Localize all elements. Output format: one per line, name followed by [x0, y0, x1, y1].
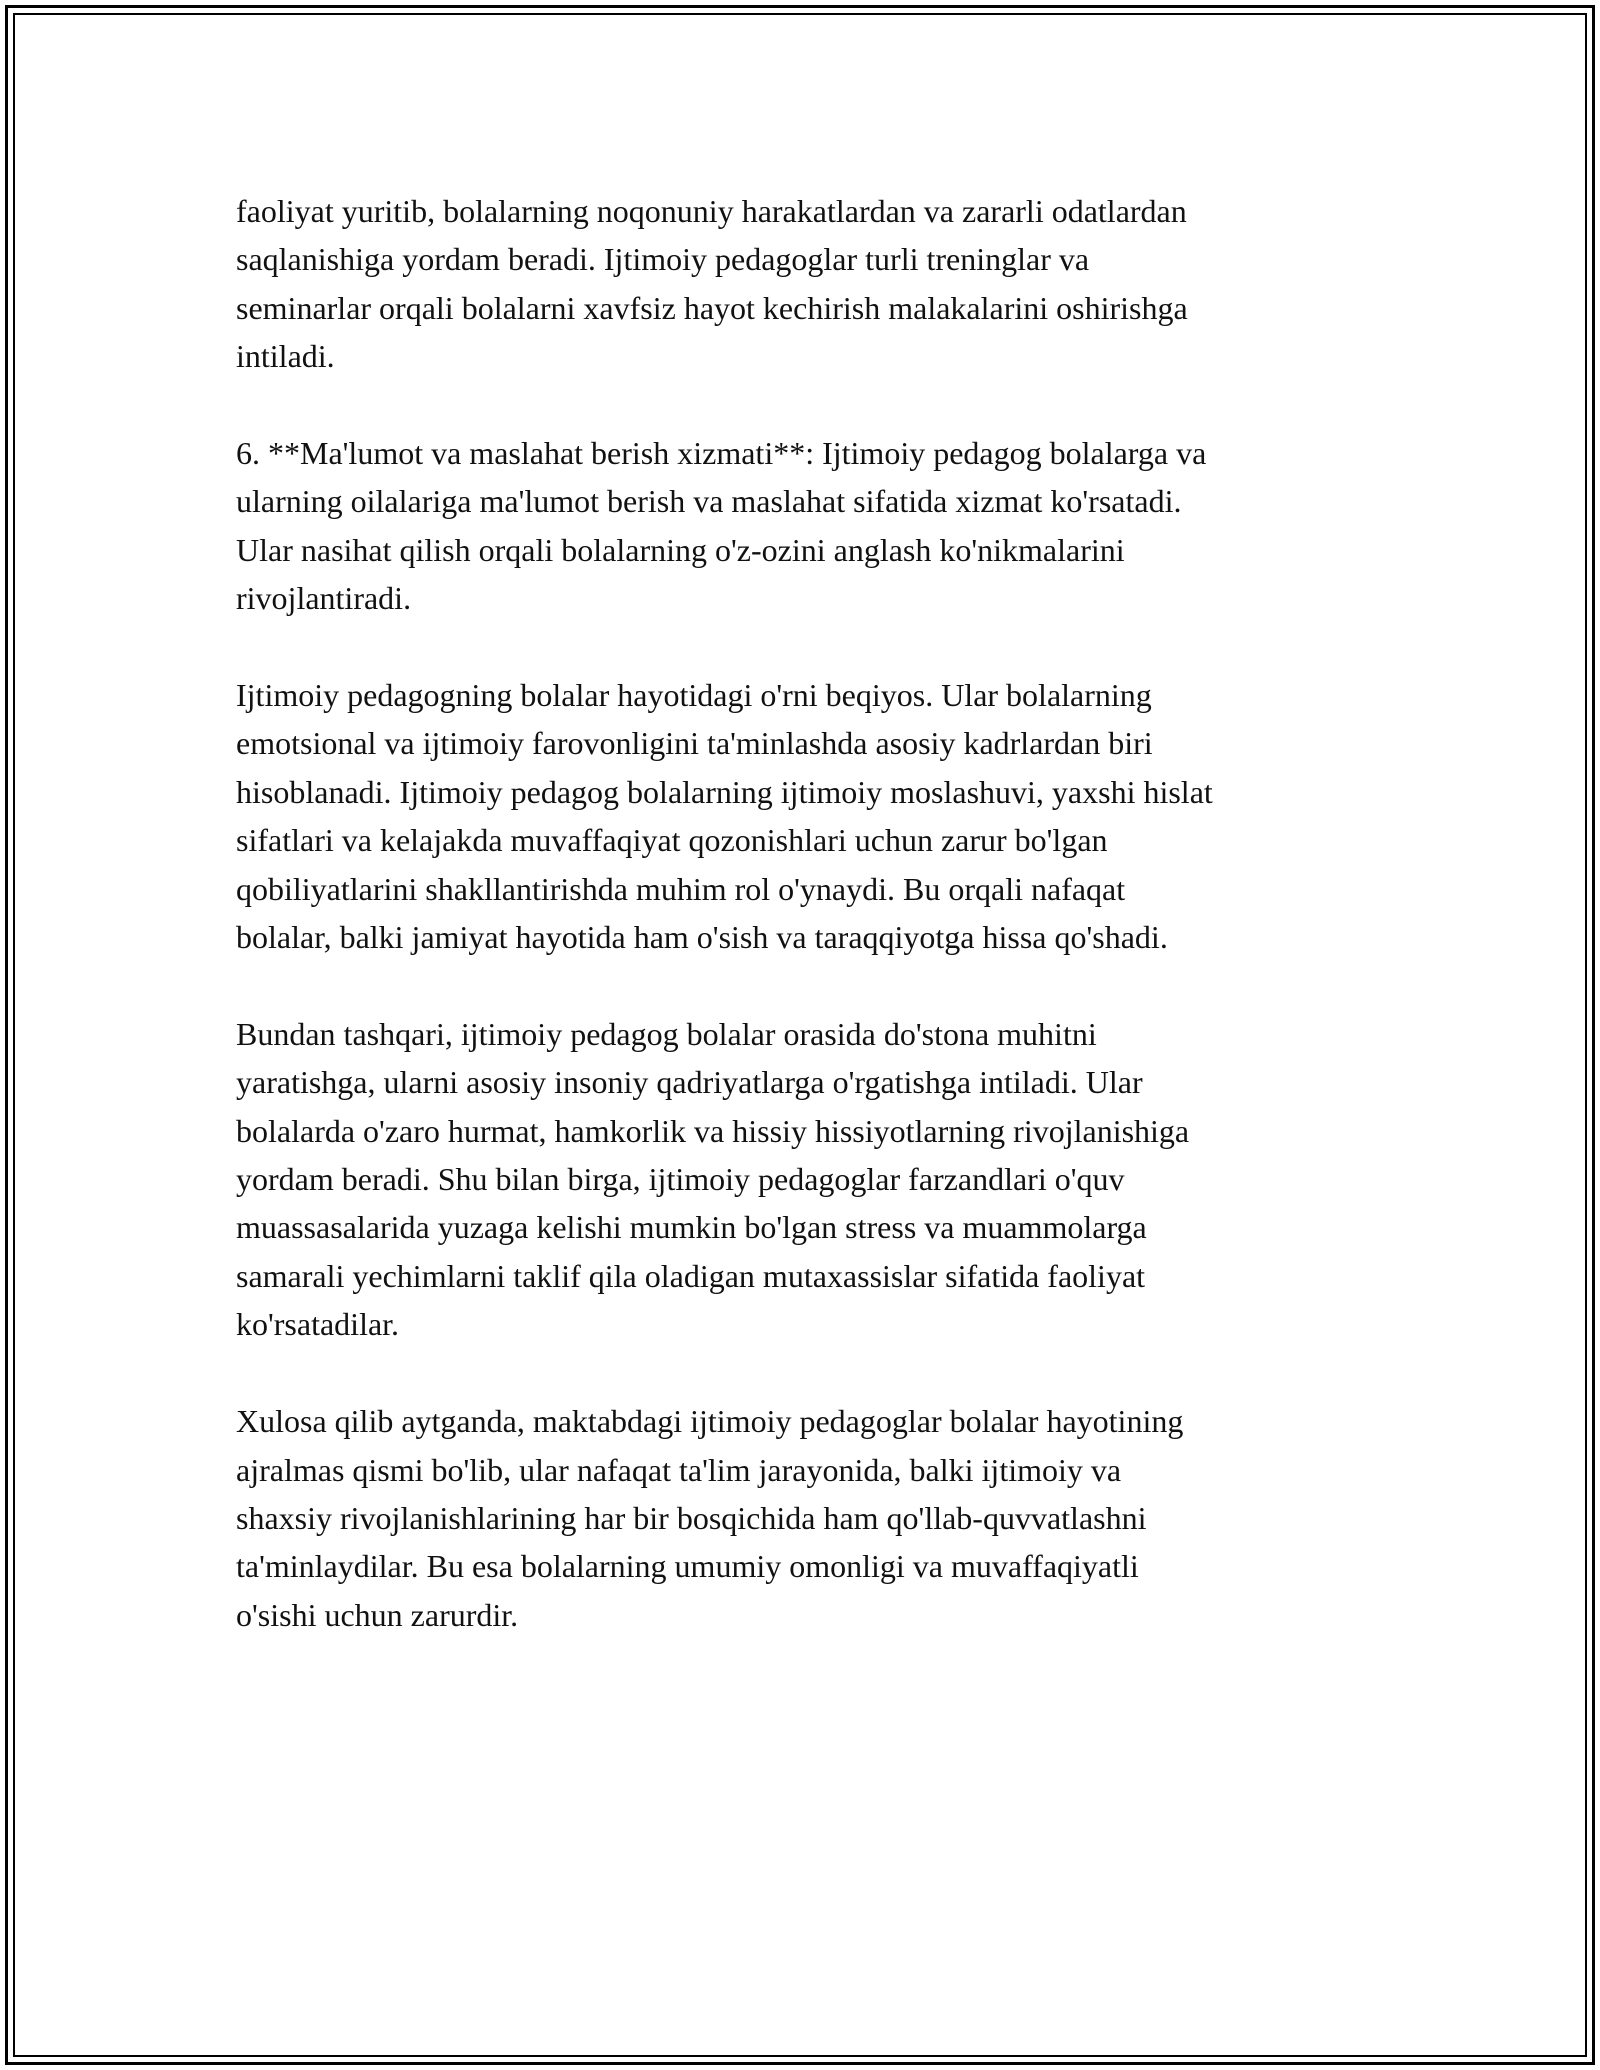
paragraph-1: faoliyat yuritib, bolalarning noqonuniy harakatlardan va zararli odatlardan saqlanishiga yordam beradi. Ijtimoiy pedagoglar turli treninglar va seminarlar orqali bolalarni xavfsiz hayot kechirish malakalarini oshirishga intiladi. — [236, 193, 1188, 375]
paragraph-5: Xulosa qilib aytganda, maktabdagi ijtimoiy pedagoglar bolalar hayotining ajralmas qismi bo'lib, ular nafaqat ta'lim jarayonida, balki ijtimoiy va shaxsiy rivojlanishlarining har bir bosqichida ham qo'llab-quvvatlashni ta'minlaydilar. Bu esa bolalarning umumiy omonligi va muvaffaqiyatli o'sishi uchun zarurdir. — [236, 1403, 1184, 1633]
document-body — [236, 187, 1366, 1688]
paragraph-3: Ijtimoiy pedagogning bolalar hayotidagi o'rni beqiyos. Ular bolalarning emotsional va ijtimoiy farovonligini ta'minlashda asosiy kadrlardan biri hisoblanadi. Ijtimoiy pedagog bolalarning ijtimoiy moslashuvi, yaxshi hislat sifatlari va kelajakda muvaffaqiyat qozonishlari uchun zarur bo'lgan qobiliyatlarini shakllantirishda muhim rol o'ynaydi. Bu orqali nafaqat bolalar, balki jamiyat hayotida ham o'sish va taraqqiyotga hissa qo'shadi. — [236, 677, 1213, 956]
paragraph-2: 6. **Ma'lumot va maslahat berish xizmati**: Ijtimoiy pedagog bolalarga va ularning oilalariga ma'lumot berish va maslahat sifatida xizmat ko'rsatadi. Ular nasihat qilish orqali bolalarning o'z-ozini anglash ko'nikmalarini rivojlantiradi. — [236, 435, 1207, 617]
paragraph-4: Bundan tashqari, ijtimoiy pedagog bolalar orasida do'stona muhitni yaratishga, ularni asosiy insoniy qadriyatlarga o'rgatishga intiladi. Ular bolalarda o'zaro hurmat, hamkorlik va hissiy hissiyotlarning rivojlanishiga yordam beradi. Shu bilan birga, ijtimoiy pedagoglar farzandlari o'quv muassasalarida yuzaga kelishi mumkin bo'lgan stress va muammolarga samarali yechimlarni taklif qila oladigan mutaxassislar sifatida faoliyat ko'rsatadilar. — [236, 1015, 1190, 1343]
